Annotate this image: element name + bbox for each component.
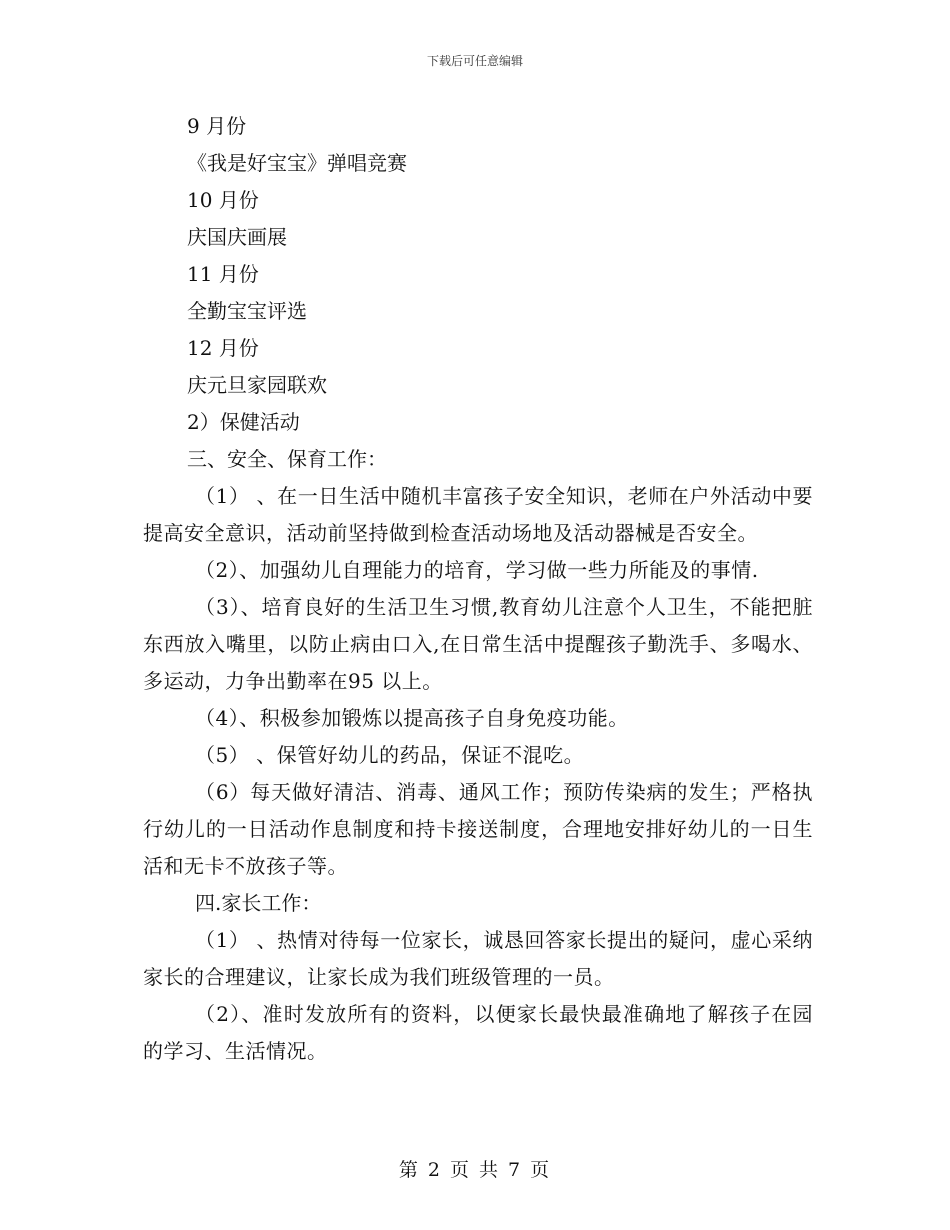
parent-item-1: （1） 、热情对待每一位家长，诚恳回答家长提出的疑问，虚心采纳家长的合理建议，让家长成为我们班级管理的一员。 xyxy=(143,928,813,989)
page-number: 第 2 页 共 7 页 xyxy=(398,1159,552,1181)
safety-item-4: （4）、积极参加锻炼以提高孩子自身免疫功能。 xyxy=(195,706,629,730)
document-body xyxy=(143,108,813,1070)
activity-national-day-exhibition: 庆国庆画展 xyxy=(187,225,287,249)
section-heading-parents: 四.家长工作： xyxy=(195,891,322,915)
month-november: 11 月份 xyxy=(187,262,259,286)
month-october: 10 月份 xyxy=(187,188,259,212)
page-header-note: 下载后可任意编辑 xyxy=(426,54,523,68)
activity-new-year-party: 庆元旦家园联欢 xyxy=(187,373,327,397)
month-september: 9 月份 xyxy=(187,114,247,138)
safety-item-3: （3）、培育良好的生活卫生习惯,教育幼儿注意个人卫生，不能把脏东西放入嘴里，以防止病由口入,在日常生活中提醒孩子勤洗手、多喝水、多运动，力争出勤率在95 以上。 xyxy=(143,595,813,693)
safety-item-6: （6）每天做好清洁、消毒、通风工作；预防传染病的发生；严格执行幼儿的一日活动作息制度和持卡接送制度，合理地安排好幼儿的一日生活和无卡不放孩子等。 xyxy=(143,780,813,878)
month-december: 12 月份 xyxy=(187,336,259,360)
section-health-activities: 2）保健活动 xyxy=(187,410,300,434)
activity-attendance-selection: 全勤宝宝评选 xyxy=(187,299,307,323)
safety-item-1: （1） 、在一日生活中随机丰富孩子安全知识，老师在户外活动中要提高安全意识，活动前坚持做到检查活动场地及活动器械是否安全。 xyxy=(143,484,813,545)
parent-item-2: （2）、准时发放所有的资料，以便家长最快最准确地了解孩子在园的学习、生活情况。 xyxy=(143,1002,813,1063)
safety-item-2: （2）、加强幼儿自理能力的培育，学习做一些力所能及的事情. xyxy=(195,558,759,582)
safety-item-5: （5） 、保管好幼儿的药品，保证不混吃。 xyxy=(195,743,585,767)
section-heading-safety: 三、安全、保育工作： xyxy=(187,447,387,471)
activity-singing-contest: 《我是好宝宝》弹唱竞赛 xyxy=(187,151,407,175)
